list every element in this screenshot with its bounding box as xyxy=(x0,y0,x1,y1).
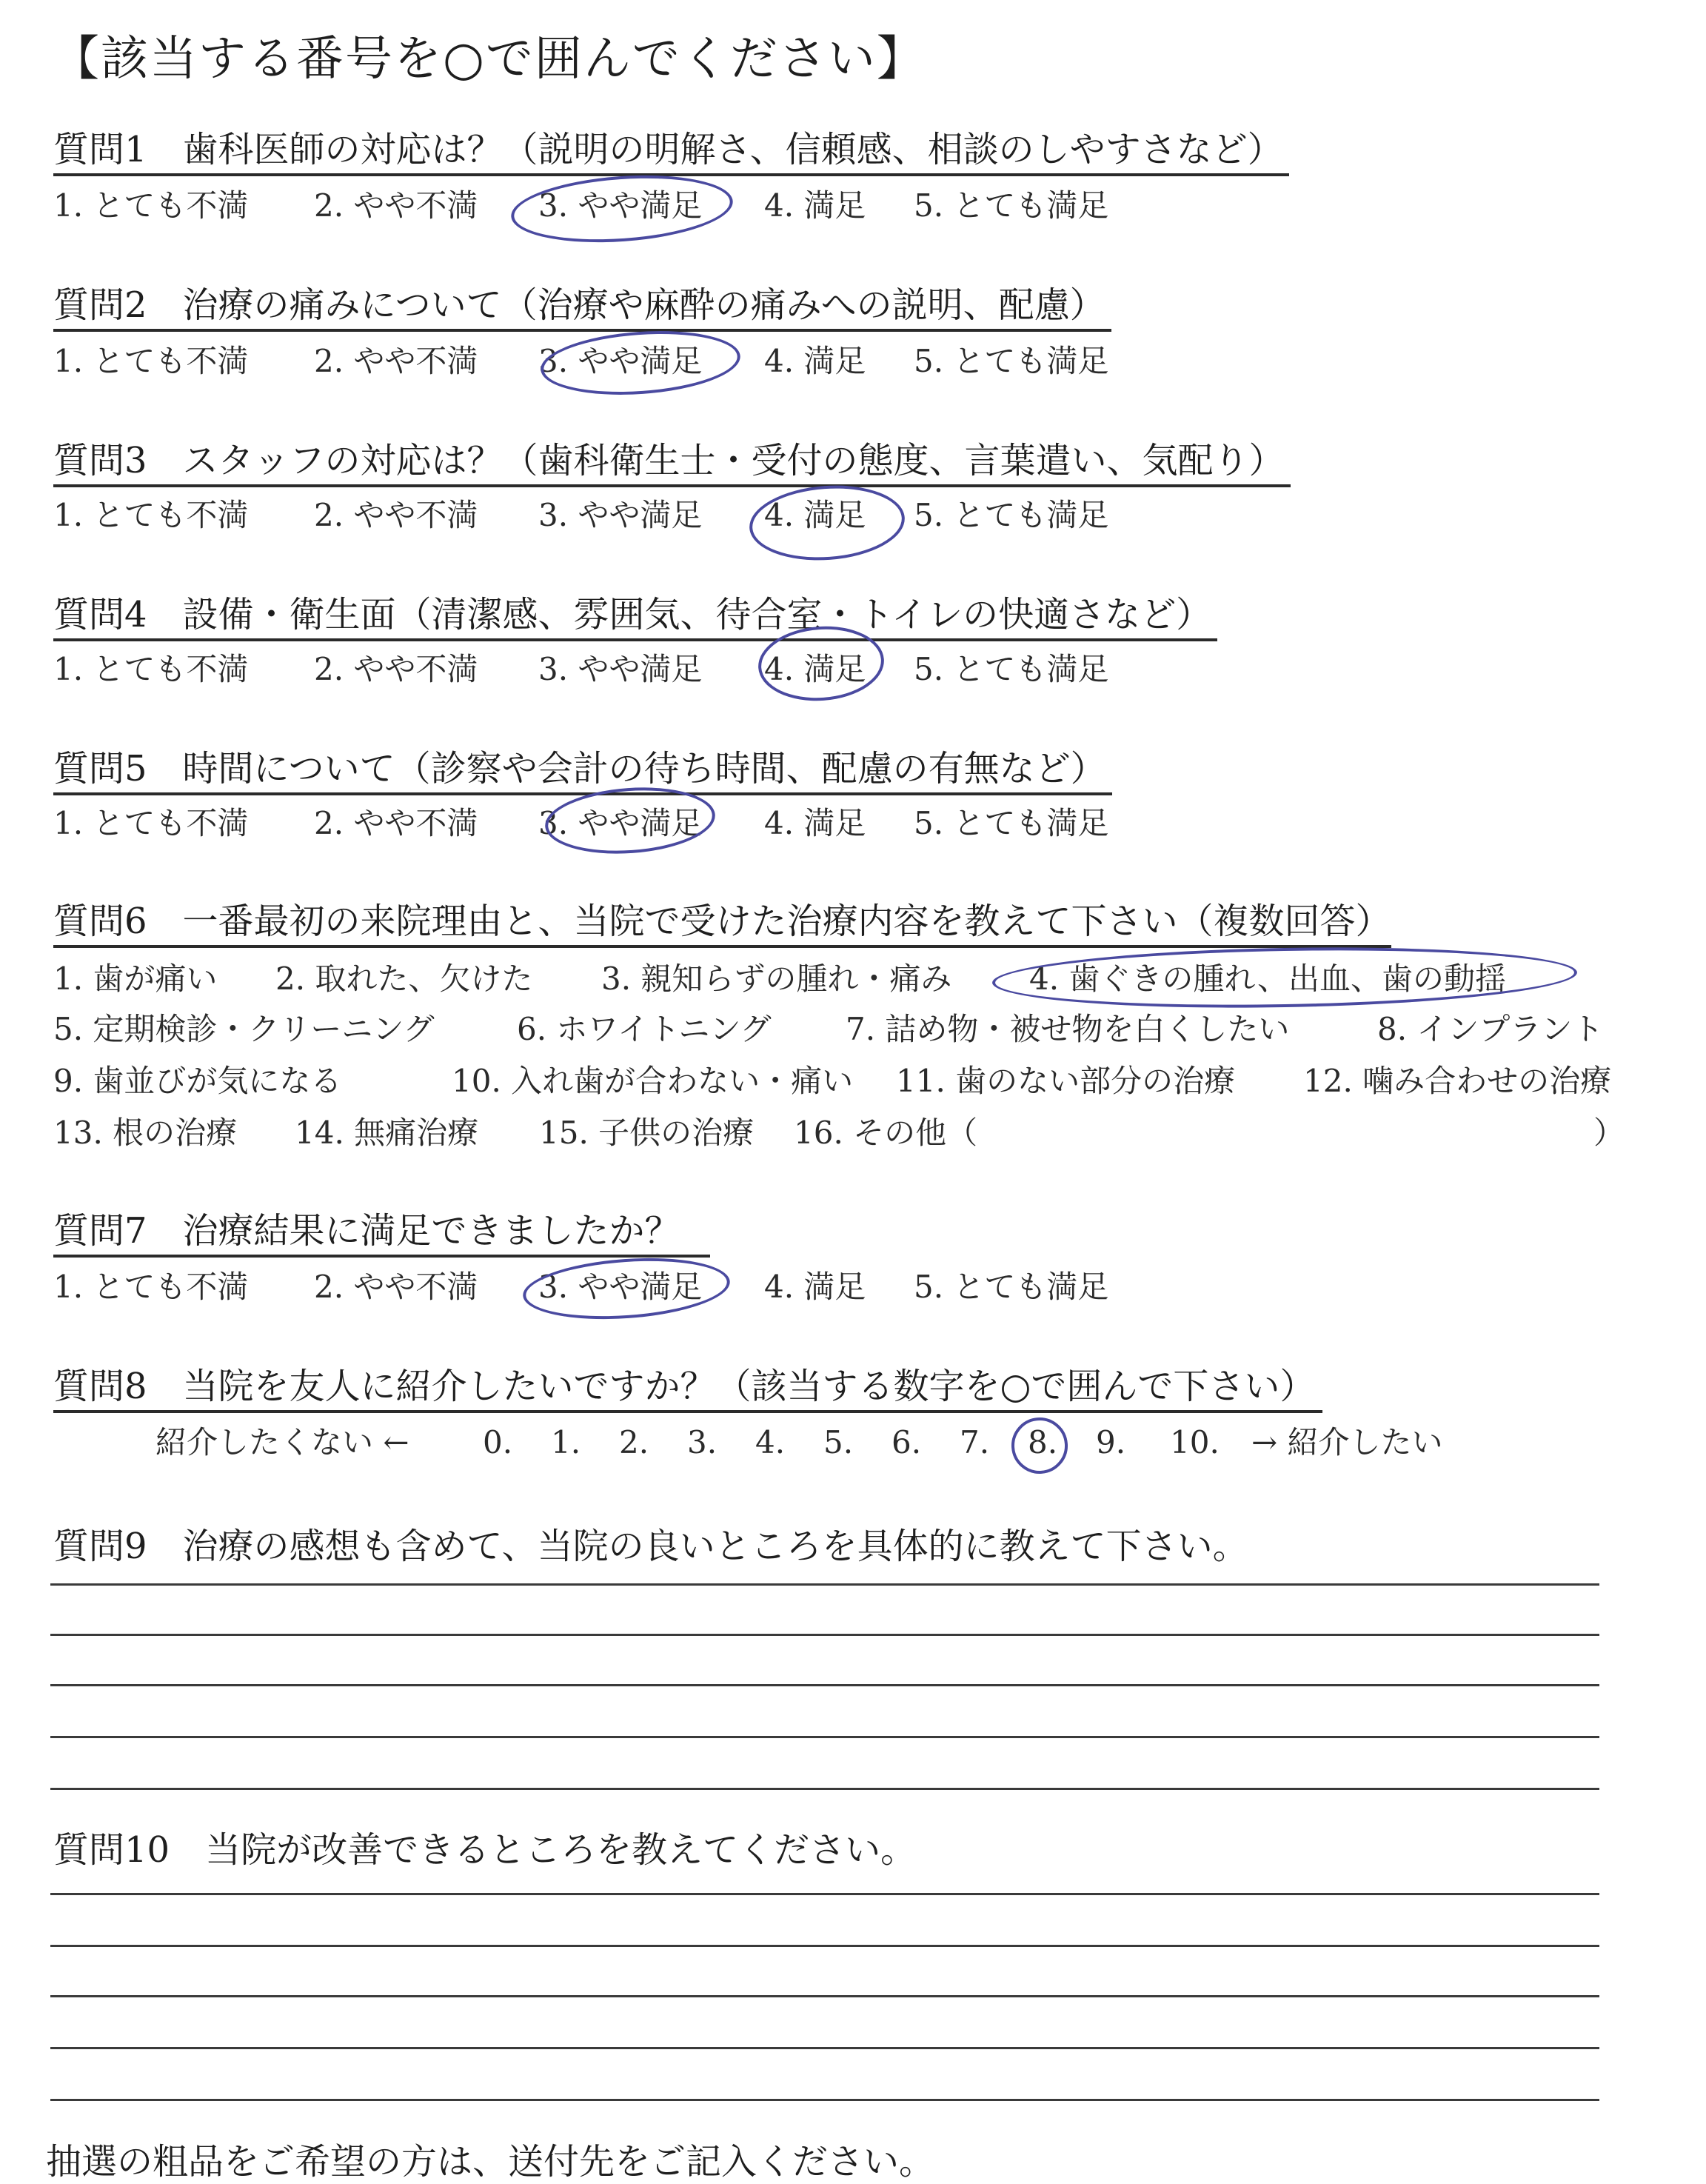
q10-answer-line-1[interactable] xyxy=(50,1893,1599,1895)
q10-answer-line-2[interactable] xyxy=(50,1945,1599,1947)
q7-option-4[interactable]: 4. 満足 xyxy=(764,1269,866,1305)
q6-option-7[interactable]: 7. 詰め物・被せ物を白くしたい xyxy=(846,1011,1290,1047)
q2-option-5[interactable]: 5. とても満足 xyxy=(914,343,1109,379)
page-header: 【該当する番号を○で囲んでください】 xyxy=(52,32,926,87)
q10-answer-line-4[interactable] xyxy=(50,2047,1599,2049)
question-8-title xyxy=(53,1364,1322,1413)
question-8-scale[interactable] xyxy=(155,1422,1443,1463)
question-5-title xyxy=(53,747,1112,795)
q8-score-8[interactable]: 8. xyxy=(1028,1424,1058,1460)
q3-option-3[interactable]: 3. やや満足 xyxy=(538,497,703,533)
q6-option-10[interactable]: 10. 入れ歯が合わない・痛い xyxy=(452,1063,854,1099)
q1-option-1[interactable]: 1. とても不満 xyxy=(53,187,249,224)
q9-answer-line-1[interactable] xyxy=(50,1583,1599,1586)
question-6-row-3[interactable] xyxy=(53,1061,1612,1102)
question-4-options[interactable] xyxy=(53,649,1109,690)
q7-selection-circle xyxy=(521,1252,732,1325)
q6-option-5[interactable]: 5. 定期検診・クリーニング xyxy=(53,1011,435,1047)
q1-option-2[interactable]: 2. やや不満 xyxy=(314,187,478,224)
q2-option-2[interactable]: 2. やや不満 xyxy=(314,343,478,379)
q7-option-5[interactable]: 5. とても満足 xyxy=(914,1269,1109,1305)
question-1-title xyxy=(53,127,1289,176)
q7-option-2[interactable]: 2. やや不満 xyxy=(314,1269,478,1305)
q6-option-16[interactable]: 16. その他（ xyxy=(794,1115,978,1151)
question-6-title xyxy=(53,899,1391,948)
question-4-text: 質問4 設備・衛生面（清潔感、雰囲気、待合室・トイレの快適さなど） xyxy=(53,592,1217,641)
q5-option-5[interactable]: 5. とても満足 xyxy=(914,805,1109,841)
q8-selection-circle xyxy=(1009,1415,1069,1475)
q1-option-3[interactable]: 3. やや満足 xyxy=(538,187,703,224)
q6-option-12[interactable]: 12. 噛み合わせの治療 xyxy=(1303,1063,1612,1099)
q2-option-4[interactable]: 4. 満足 xyxy=(764,343,866,379)
q9-answer-line-3[interactable] xyxy=(50,1684,1599,1686)
q8-score-5[interactable]: 5. xyxy=(823,1424,854,1460)
question-6-text: 質問6 一番最初の来院理由と、当院で受けた治療内容を教えて下さい（複数回答） xyxy=(53,899,1391,948)
q6-option-11[interactable]: 11. 歯のない部分の治療 xyxy=(896,1063,1236,1099)
question-4-title xyxy=(53,592,1217,641)
q5-option-1[interactable]: 1. とても不満 xyxy=(53,805,249,841)
q5-option-4[interactable]: 4. 満足 xyxy=(764,805,866,841)
q9-answer-line-5[interactable] xyxy=(50,1788,1599,1790)
q8-score-10[interactable]: 10. xyxy=(1170,1424,1220,1460)
q8-score-1[interactable]: 1. xyxy=(551,1424,581,1460)
question-7-options[interactable] xyxy=(53,1266,1109,1308)
q8-score-6[interactable]: 6. xyxy=(892,1424,922,1460)
q6-option-15[interactable]: 15. 子供の治療 xyxy=(539,1115,755,1151)
question-1-options[interactable] xyxy=(53,185,1109,227)
q8-left-label: 紹介したくない ← xyxy=(155,1424,409,1460)
q4-option-1[interactable]: 1. とても不満 xyxy=(53,651,249,687)
question-6-row-2[interactable] xyxy=(53,1009,1604,1050)
q6-selection-circle xyxy=(991,943,1577,1012)
q1-option-4[interactable]: 4. 満足 xyxy=(764,187,866,224)
question-8-text: 質問8 当院を友人に紹介したいですか？（該当する数字を○で囲んで下さい） xyxy=(53,1364,1322,1413)
q6-option-2[interactable]: 2. 取れた、欠けた xyxy=(275,961,533,997)
q10-answer-line-5[interactable] xyxy=(50,2099,1599,2101)
q9-answer-line-4[interactable] xyxy=(50,1736,1599,1738)
q2-option-1[interactable]: 1. とても不満 xyxy=(53,343,249,379)
q3-option-5[interactable]: 5. とても満足 xyxy=(914,497,1109,533)
q3-option-4[interactable]: 4. 満足 xyxy=(764,497,866,533)
q6-option-14[interactable]: 14. 無痛治療 xyxy=(295,1115,479,1151)
q8-score-9[interactable]: 9. xyxy=(1096,1424,1126,1460)
q3-selection-circle xyxy=(747,481,907,565)
q6-option-9[interactable]: 9. 歯並びが気になる xyxy=(53,1063,342,1099)
q1-option-5[interactable]: 5. とても満足 xyxy=(914,187,1109,224)
question-9-title: 質問9 治療の感想も含めて、当院の良いところを具体的に教えて下さい。 xyxy=(53,1526,1248,1567)
q6-other-close-paren: ） xyxy=(1593,1115,1625,1151)
question-6-row-4[interactable] xyxy=(53,1112,1625,1154)
q6-option-1[interactable]: 1. 歯が痛い xyxy=(53,961,218,997)
question-5-text: 質問5 時間について（診察や会計の待ち時間、配慮の有無など） xyxy=(53,747,1112,795)
q4-option-3[interactable]: 3. やや満足 xyxy=(538,651,703,687)
q5-option-2[interactable]: 2. やや不満 xyxy=(314,805,478,841)
q6-option-4[interactable]: 4. 歯ぐきの腫れ、出血、歯の動揺 xyxy=(1029,961,1506,997)
q8-right-label: → 紹介したい xyxy=(1251,1424,1443,1460)
footer-note: 抽選の粗品をご希望の方は、送付先をご記入ください。 xyxy=(46,2141,935,2183)
question-6-row-1[interactable] xyxy=(53,958,1506,1000)
q4-option-5[interactable]: 5. とても満足 xyxy=(914,651,1109,687)
question-3-text: 質問3 スタッフの対応は？（歯科衛生士・受付の態度、言葉遣い、気配り） xyxy=(53,438,1291,487)
q7-option-1[interactable]: 1. とても不満 xyxy=(53,1269,249,1305)
question-3-options[interactable] xyxy=(53,495,1109,536)
question-2-title xyxy=(53,283,1111,332)
question-7-title xyxy=(53,1209,710,1258)
q6-option-3[interactable]: 3. 親知らずの腫れ・痛み xyxy=(601,961,952,997)
q8-score-0[interactable]: 0. xyxy=(483,1424,513,1460)
q2-selection-circle xyxy=(538,325,742,401)
question-10-title: 質問10 当院が改善できるところを教えてください。 xyxy=(53,1829,917,1871)
question-2-text: 質問2 治療の痛みについて（治療や麻酔の痛みへの説明、配慮） xyxy=(53,283,1111,332)
q8-score-2[interactable]: 2. xyxy=(619,1424,649,1460)
question-7-text: 質問7 治療結果に満足できましたか？ xyxy=(53,1209,710,1258)
q9-answer-line-2[interactable] xyxy=(50,1634,1599,1636)
q4-option-4[interactable]: 4. 満足 xyxy=(764,651,866,687)
q6-option-8[interactable]: 8. インプラント xyxy=(1377,1011,1604,1047)
q3-option-2[interactable]: 2. やや不満 xyxy=(314,497,478,533)
q6-option-13[interactable]: 13. 根の治療 xyxy=(53,1115,238,1151)
question-1-text: 質問1 歯科医師の対応は？（説明の明解さ、信頼感、相談のしやすさなど） xyxy=(53,127,1289,176)
q8-score-3[interactable]: 3. xyxy=(687,1424,717,1460)
q7-option-3[interactable]: 3. やや満足 xyxy=(538,1269,703,1305)
question-2-options[interactable] xyxy=(53,341,1109,382)
q4-option-2[interactable]: 2. やや不満 xyxy=(314,651,478,687)
q8-score-7[interactable]: 7. xyxy=(960,1424,990,1460)
question-3-title xyxy=(53,438,1291,487)
question-5-options[interactable] xyxy=(53,803,1109,844)
q5-option-3[interactable]: 3. やや満足 xyxy=(538,805,703,841)
q10-answer-line-3[interactable] xyxy=(50,1995,1599,1997)
q6-option-6[interactable]: 6. ホワイトニング xyxy=(517,1011,772,1047)
q3-option-1[interactable]: 1. とても不満 xyxy=(53,497,249,533)
q1-selection-circle xyxy=(509,169,735,250)
q2-option-3[interactable]: 3. やや満足 xyxy=(538,343,703,379)
q8-score-4[interactable]: 4. xyxy=(755,1424,786,1460)
